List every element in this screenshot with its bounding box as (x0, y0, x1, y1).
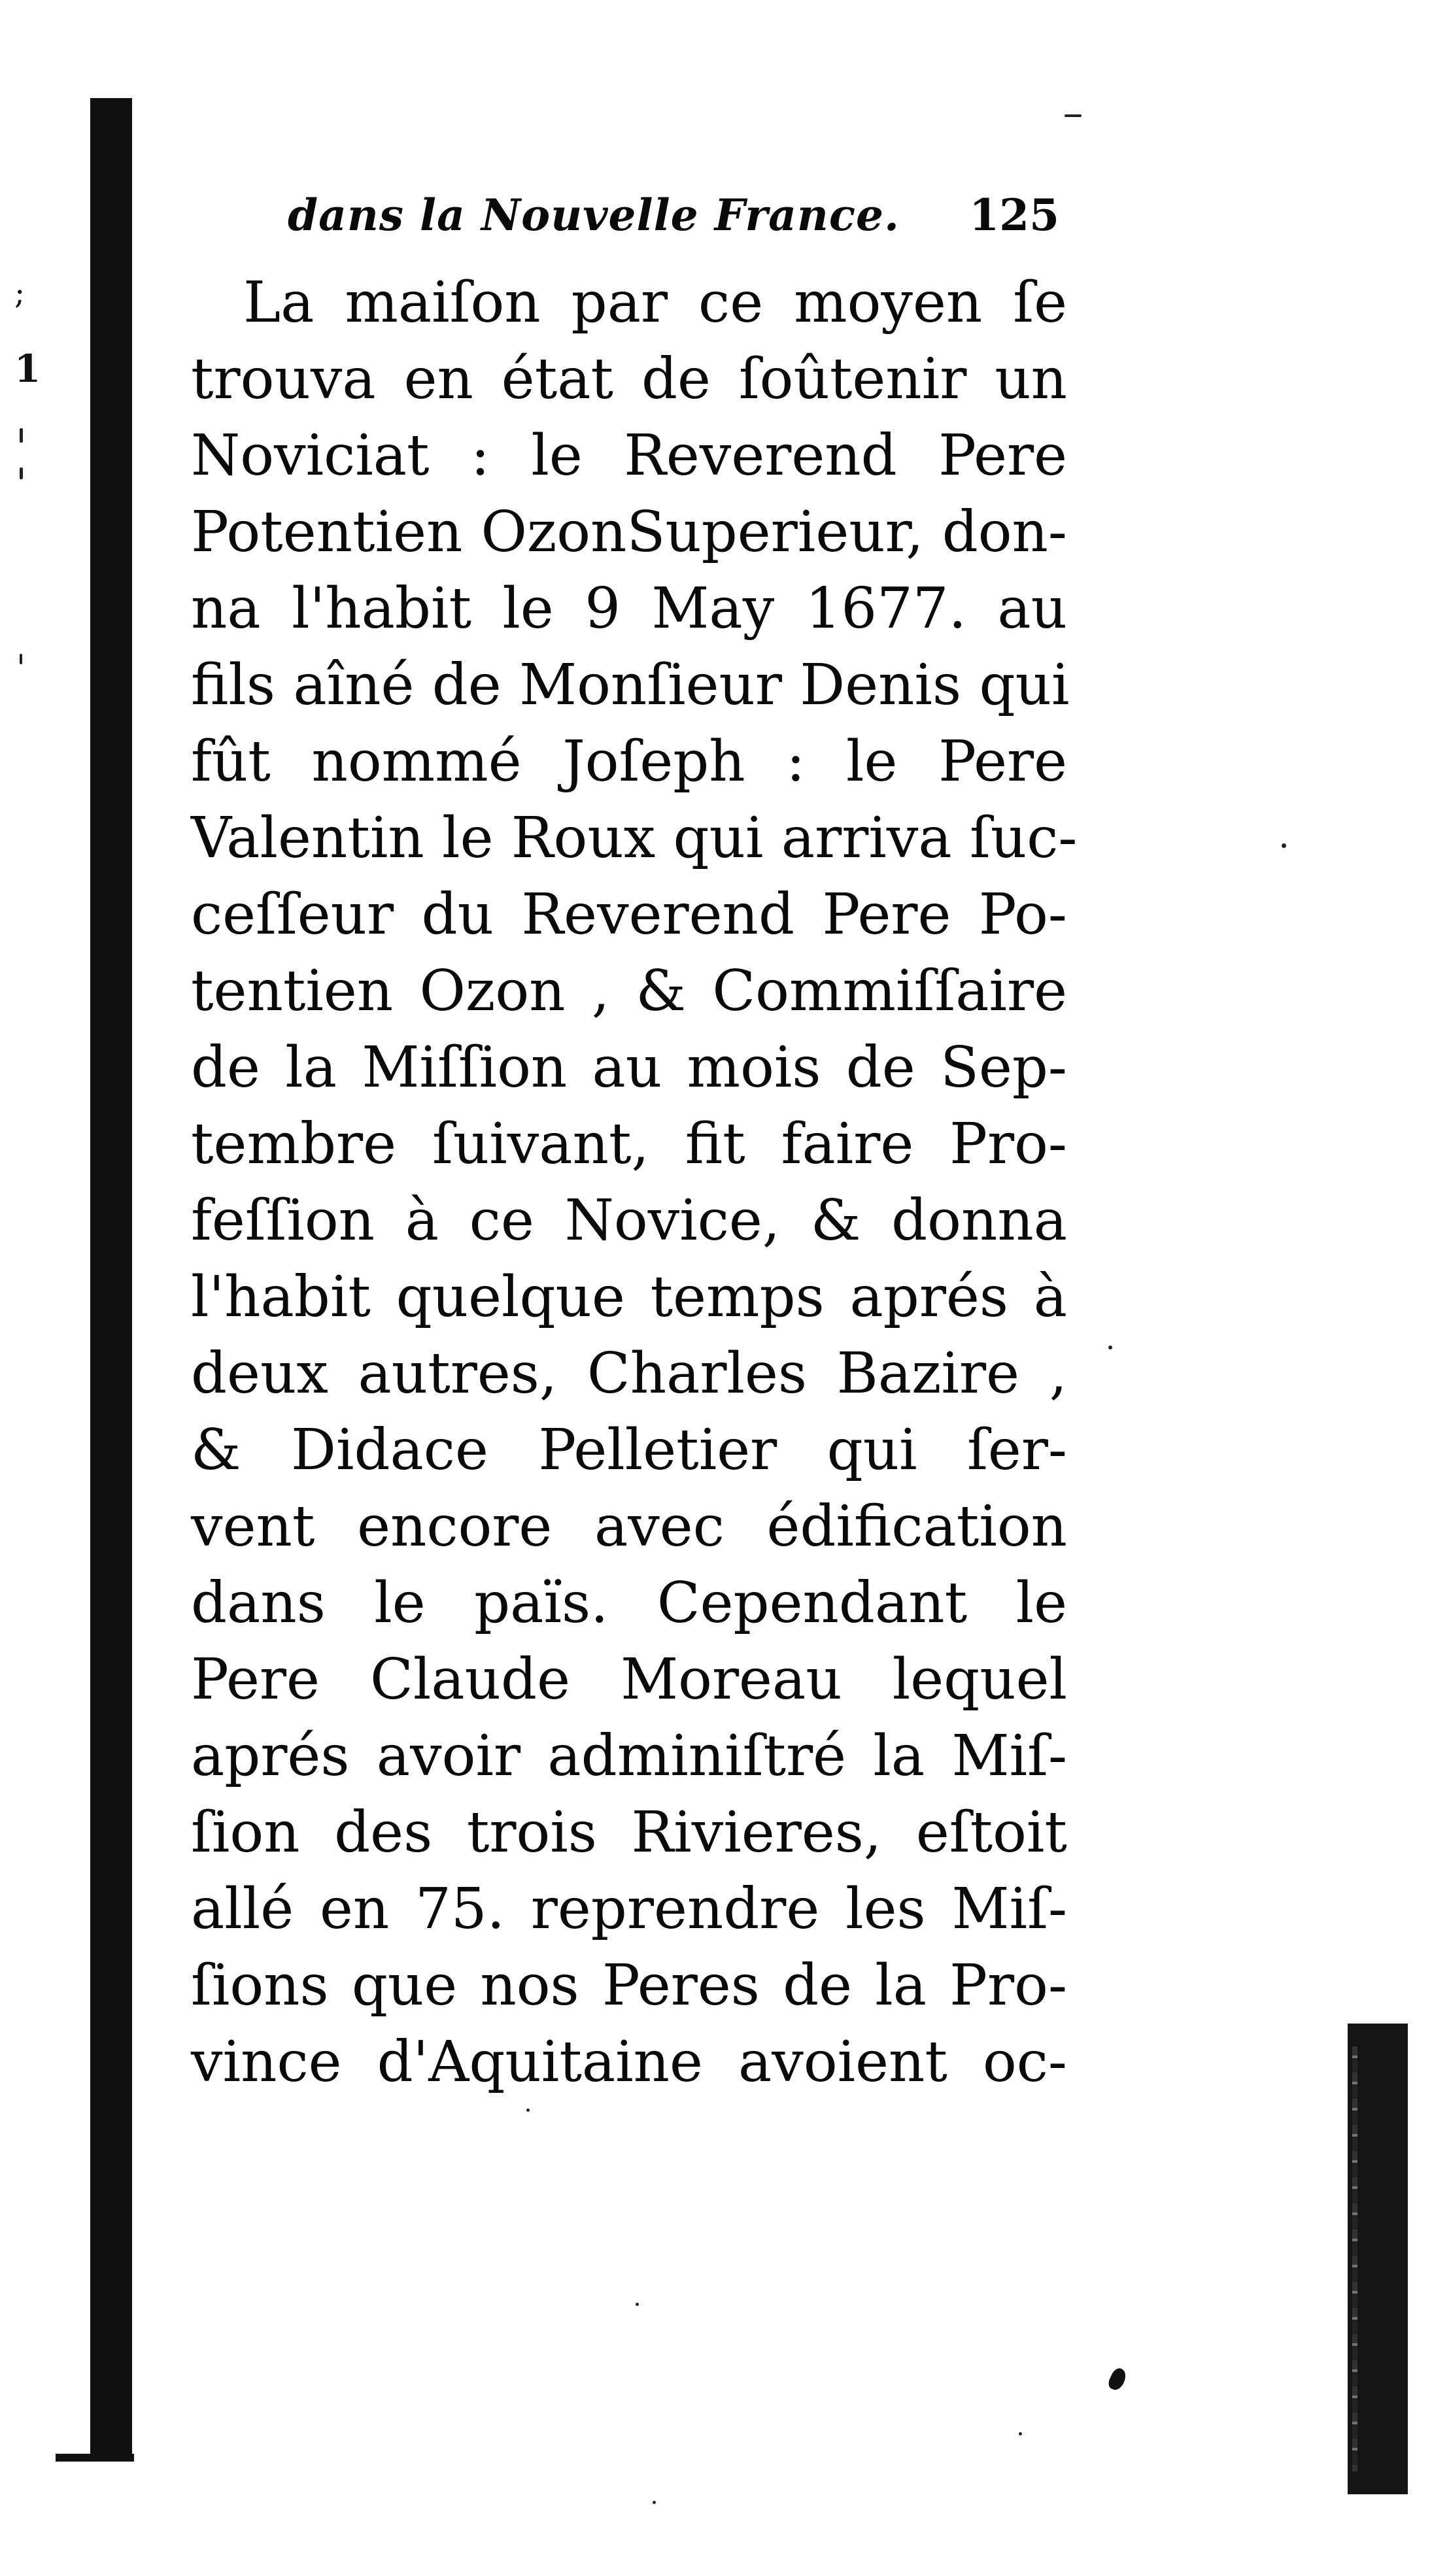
text-line: La maiſon par ce moyen ſe (243, 270, 1067, 335)
speck (1108, 1346, 1112, 1349)
speck (636, 2303, 639, 2306)
speck (653, 2501, 656, 2504)
text-line: de la Miſſion au mois de Sep- (191, 1035, 1067, 1100)
text-line: ſion des trois Rivieres, eſtoit (191, 1800, 1067, 1865)
speck (1282, 843, 1286, 848)
text-line: dans le païs. Cependant le (191, 1570, 1067, 1636)
speck (1019, 2432, 1022, 2435)
text-line: aprés avoir adminiſtré la Miſ- (191, 1723, 1067, 1789)
body-text (191, 265, 1078, 2101)
running-title: dans la Nouvelle France. (288, 190, 900, 241)
text-line: Pere Claude Moreau lequel (191, 1647, 1067, 1712)
speck (20, 654, 22, 664)
text-line: deux autres, Charles Bazire , (191, 1341, 1067, 1406)
margin-mark-semicolon: ; (14, 275, 26, 311)
margin-mark-numeral: 1 (14, 347, 41, 391)
text-line: ceſſeur du Reverend Pere Po- (191, 882, 1067, 947)
text-line: na l'habit le 9 May 1677. au (191, 576, 1067, 641)
text-line: Potentien OzonSuperieur, don- (191, 500, 1067, 565)
ink-blot (1106, 2366, 1129, 2392)
text-line: ſions que nos Peres de la Pro- (191, 1953, 1067, 2018)
text-line: vent encore avec édification (191, 1494, 1067, 1559)
text-line: Valentin le Roux qui arriva ſuc- (191, 805, 1078, 871)
text-line: allé en 75. reprendre les Miſ- (191, 1876, 1067, 1942)
page-edge-speckle (1352, 2046, 1357, 2471)
text-line: vince d'Aquitaine avoient oc- (191, 2029, 1067, 2095)
speck (20, 428, 23, 443)
speck (20, 467, 23, 479)
speck (526, 2109, 530, 2112)
text-line: Noviciat : le Reverend Pere (191, 423, 1067, 488)
binding-foot-shadow (56, 2454, 134, 2462)
speck (1065, 114, 1082, 117)
text-line: trouva en état de ſoûtenir un (191, 347, 1067, 412)
text-line: l'habit quelque temps aprés à (191, 1264, 1067, 1330)
text-line: tembre ſuivant, fit faire Pro- (191, 1111, 1067, 1177)
binding-shadow (90, 98, 132, 2462)
text-line: fils aîné de Monſieur Denis qui (191, 652, 1070, 718)
text-line: fût nommé Joſeph : le Pere (191, 729, 1067, 794)
text-line: feſſion à ce Novice, & donna (191, 1188, 1067, 1253)
text-line: & Didace Pelletier qui ſer- (191, 1417, 1067, 1483)
page-number: 125 (969, 190, 1059, 241)
text-line: tentien Ozon , & Commiſſaire (191, 958, 1067, 1024)
running-head (288, 190, 1059, 262)
